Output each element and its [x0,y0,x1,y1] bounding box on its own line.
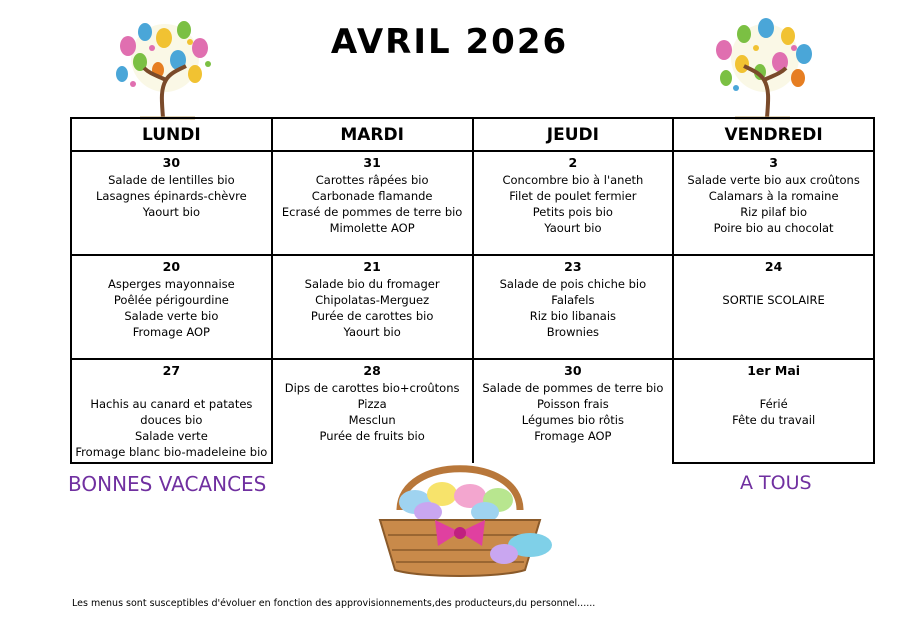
menu-cell [71,151,272,255]
menu-item: Yaourt bio [343,325,401,339]
menu-item: Pizza [357,397,387,411]
menu-item: Yaourt bio [544,221,602,235]
day-number: 24 [764,259,783,274]
menu-item: Salade verte bio aux croûtons [687,173,860,187]
day-number: 28 [363,363,381,378]
menu-item: Asperges mayonnaise [107,277,235,291]
menu-item: Riz pilaf bio [740,205,808,219]
menu-cell [272,359,473,463]
easter-egg-tree-right-image [700,18,830,120]
day-header-vendredi: VENDREDI [673,118,874,151]
menu-item: Carbonade flamande [311,189,433,203]
menu-item: Légumes bio rôtis [521,413,624,427]
day-number: 27 [162,363,181,378]
menu-item: Calamars à la romaine [708,189,839,203]
menu-item: douces bio [140,413,203,427]
day-number: 21 [363,259,381,274]
day-header-lundi: LUNDI [71,118,272,151]
menu-cell [71,359,272,463]
a-tous-text: A TOUS [740,472,812,494]
bonnes-vacances-text: BONNES VACANCES [68,472,267,496]
day-number: 1er Mai [747,363,801,378]
menu-cell [272,255,473,359]
menu-item: Mesclun [348,413,396,427]
day-number: 30 [564,363,582,378]
menu-item: Carottes râpées bio [315,173,429,187]
easter-egg-tree-left-image [100,18,230,120]
menu-table [70,117,875,464]
menu-item [75,380,268,396]
menu-item: Fête du travail [732,413,816,427]
week-row [71,255,874,359]
menu-item: Yaourt bio [142,205,200,219]
menu-item: Férié [759,397,788,411]
footnote: Les menus sont susceptibles d'évoluer en fonction des approvisionnements,des producteurs,du personnel...... [72,598,596,609]
menu-item: Poisson frais [537,397,609,411]
menu-item: Filet de poulet fermier [509,189,637,203]
menu-item: Salade verte [134,429,208,443]
menu-cell [71,255,272,359]
menu-item: Salade bio du fromager [304,277,440,291]
menu-item: Mimolette AOP [329,221,415,235]
menu-item: Petits pois bio [532,205,613,219]
menu-item: Fromage AOP [132,325,210,339]
day-header-mardi: MARDI [272,118,473,151]
week-row [71,359,874,463]
menu-item: SORTIE SCOLAIRE [722,293,825,307]
menu-item: Purée de carottes bio [310,309,434,323]
menu-item: Brownies [546,325,600,339]
basket-eggs [399,482,513,522]
menu-item: Lasagnes épinards-chèvre [96,189,247,203]
menu-item: Concombre bio à l'aneth [502,173,644,187]
week-row [71,151,874,255]
menu-cell [473,359,674,463]
day-number: 2 [568,155,578,170]
menu-cell [673,255,874,359]
menu-item: Salade de pois chiche bio [499,277,647,291]
menu-item: Salade de lentilles bio [108,173,235,187]
day-number: 3 [769,155,778,170]
menu-item: Salade verte bio [124,309,219,323]
menu-cell [473,255,674,359]
day-number: 30 [162,155,181,170]
menu-cell [673,151,874,255]
menu-item: Chipolatas-Merguez [315,293,430,307]
menu-item [677,276,870,292]
day-header-row [71,118,874,151]
menu-item: Fromage blanc bio-madeleine bio [75,445,268,459]
day-header-jeudi: JEUDI [473,118,674,151]
menu-item: Poire bio au chocolat [713,221,834,235]
menu-item: Fromage AOP [534,429,612,443]
day-number: 20 [162,259,181,274]
menu-item: Salade de pommes de terre bio [482,381,664,395]
menu-item: Hachis au canard et patates [90,397,253,411]
menu-cell [473,151,674,255]
day-number: 31 [363,155,381,170]
page-title: AVRIL 2026 [330,22,569,62]
menu-cell [673,359,874,463]
menu-cell [272,151,473,255]
menu-item: Falafels [551,293,595,307]
menu-item: Poêlée périgourdine [113,293,229,307]
menu-item: Ecrasé de pommes de terre bio [281,205,463,219]
menu-item: Dips de carottes bio+croûtons [284,381,460,395]
egg-outside-basket [490,544,518,564]
menu-item [677,380,870,396]
menu-item: Riz bio libanais [529,309,617,323]
menu-item: Purée de fruits bio [319,429,425,443]
easter-basket-image [330,450,590,585]
day-number: 23 [564,259,582,274]
